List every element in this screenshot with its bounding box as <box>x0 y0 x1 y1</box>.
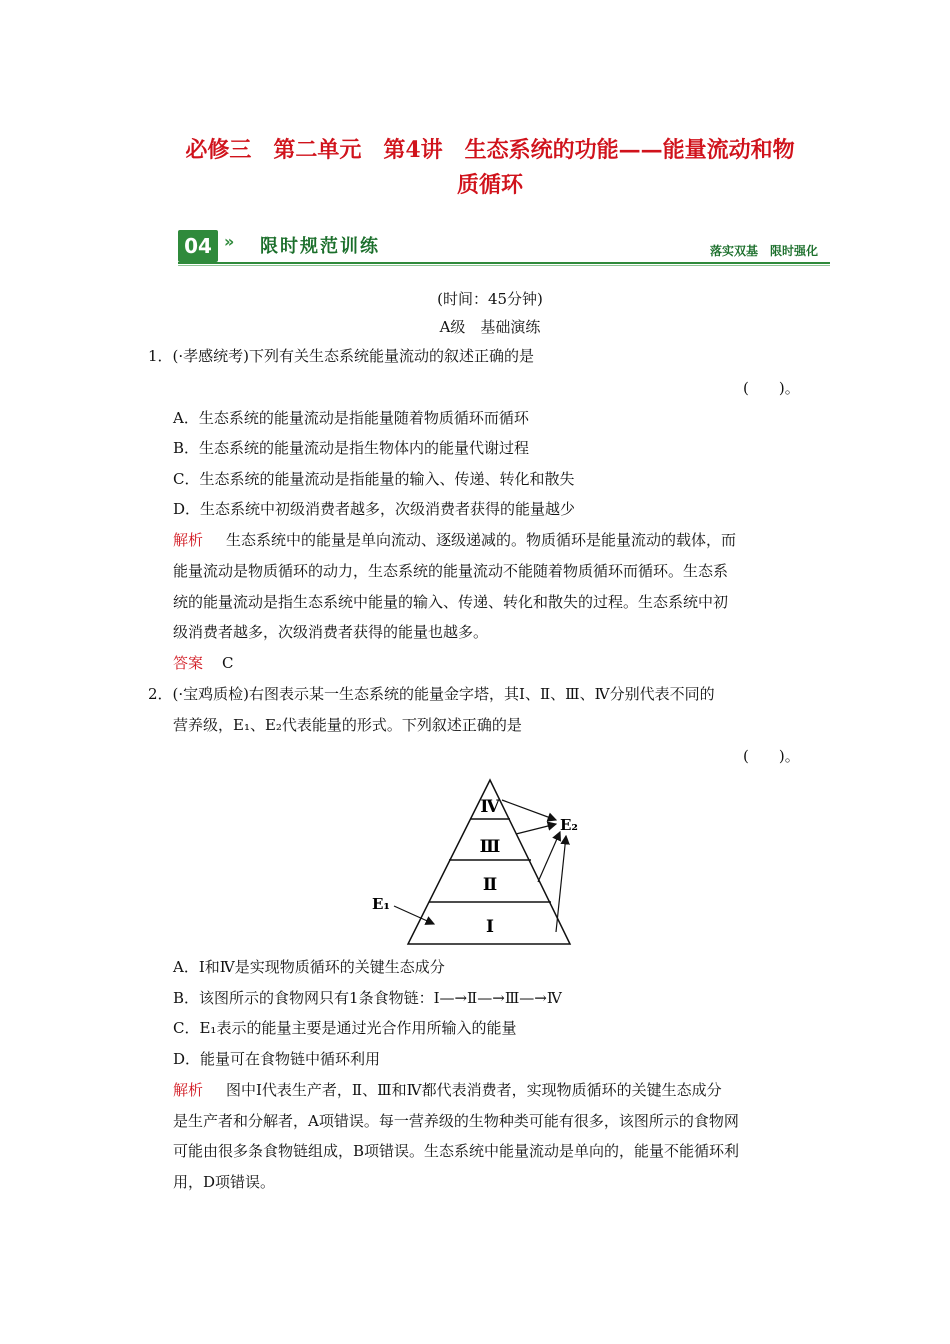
question-1-answer: C <box>222 654 234 672</box>
level-4-label: Ⅳ <box>480 797 500 817</box>
arrow-e1-to-level1 <box>394 906 434 924</box>
question-1-analysis-line: 能量流动是物质循环的动力，生态系统的能量流动不能随着物质循环而循环。生态系 <box>173 562 729 580</box>
question-1-answer-blank: ( )。 <box>743 379 800 397</box>
arrow-level1-to-e2 <box>556 836 566 932</box>
level-3-label: Ⅲ <box>479 837 501 857</box>
question-1-analysis-line: 生态系统中的能量是单向流动、逐级递减的。物质循环是能量流动的载体，而 <box>226 531 737 549</box>
chevron-icon: » <box>224 232 235 251</box>
question-1-option-c: C．生态系统的能量流动是指能量的输入、传递、转化和散失 <box>173 470 575 488</box>
question-1-analysis-line: 级消费者越多，次级消费者获得的能量也越多。 <box>173 623 489 641</box>
question-2-answer-blank: ( )。 <box>743 747 800 765</box>
energy-pyramid-diagram <box>360 772 590 952</box>
question-2-option-a: A．Ⅰ和Ⅳ是实现物质循环的关键生态成分 <box>173 958 445 976</box>
question-1-analysis-line: 统的能量流动是指生态系统中能量的输入、传递、转化和散失的过程。生态系统中初 <box>173 593 729 611</box>
level-1-label: Ⅰ <box>486 917 494 937</box>
level-2-label: Ⅱ <box>482 875 498 895</box>
question-2-option-b: B．该图所示的食物网只有1条食物链：Ⅰ—→Ⅱ—→Ⅲ—→Ⅳ <box>173 989 562 1007</box>
time-limit: (时间：45分钟) <box>437 290 543 308</box>
question-2-stem-line1: 2．(·宝鸡质检)右图表示某一生态系统的能量金字塔，其Ⅰ、Ⅱ、Ⅲ、Ⅳ分别代表不同的 <box>148 685 715 703</box>
arrow-level3-to-e2 <box>516 824 556 834</box>
level-heading: A级 基础演练 <box>439 318 541 336</box>
question-2-analysis-line: 图中Ⅰ代表生产者，Ⅱ、Ⅲ和Ⅳ都代表消费者，实现物质循环的关键生态成分 <box>226 1081 722 1099</box>
document-title-line2: 质循环 <box>456 172 523 198</box>
question-2-analysis-line: 用，D项错误。 <box>173 1173 276 1191</box>
arrow-level2-to-e2 <box>538 832 560 882</box>
document-title-line1: 必修三 第二单元 第4讲 生态系统的功能——能量流动和物 <box>185 137 795 163</box>
section-banner <box>178 228 830 266</box>
arrow-level4-to-e2 <box>502 800 556 820</box>
question-2-stem-line2: 营养级，E₁、E₂代表能量的形式。下列叙述正确的是 <box>173 716 522 734</box>
question-1-stem: 1．(·孝感统考)下列有关生态系统能量流动的叙述正确的是 <box>148 347 535 365</box>
question-1-option-b: B．生态系统的能量流动是指生物体内的能量代谢过程 <box>173 439 530 457</box>
banner-rule-thin <box>178 265 830 266</box>
question-1-analysis-label: 解析 <box>173 531 204 549</box>
question-2-analysis-line: 是生产者和分解者，A项错误。每一营养级的生物种类可能有很多，该图所示的食物网 <box>173 1112 739 1130</box>
e2-label: E₂ <box>560 816 579 834</box>
question-1-answer-label: 答案 <box>173 654 204 672</box>
question-2-analysis-label: 解析 <box>173 1081 204 1099</box>
question-2-option-d: D．能量可在食物链中循环利用 <box>173 1050 381 1068</box>
question-1-option-d: D．生态系统中初级消费者越多，次级消费者获得的能量越少 <box>173 500 576 518</box>
section-number-badge: 04 <box>178 230 218 262</box>
e1-label: E₁ <box>372 895 391 913</box>
question-1-option-a: A．生态系统的能量流动是指能量随着物质循环而循环 <box>173 409 529 427</box>
section-title: 限时规范训练 <box>260 236 380 257</box>
banner-rule <box>178 262 830 264</box>
section-slogan: 落实双基 限时强化 <box>709 244 818 258</box>
question-2-option-c: C．E₁表示的能量主要是通过光合作用所输入的能量 <box>173 1019 517 1037</box>
question-2-analysis-line: 可能由很多条食物链组成，B项错误。生态系统中能量流动是单向的，能量不能循环利 <box>173 1142 740 1160</box>
